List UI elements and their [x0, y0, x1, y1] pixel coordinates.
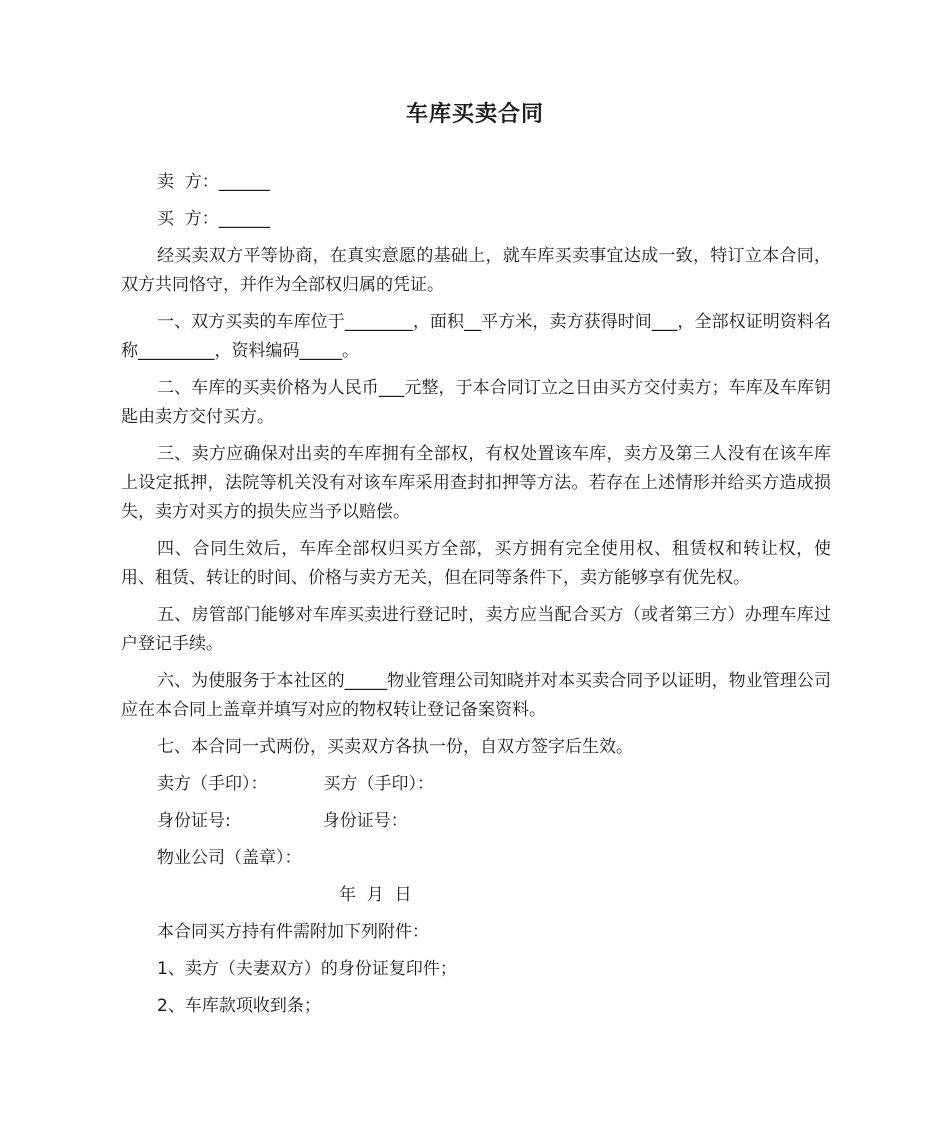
attachments-intro: 本合同买方持有件需附加下列附件： [157, 922, 429, 942]
id-number-row [121, 807, 831, 836]
property-company-seal: 物业公司（盖章）： [157, 848, 302, 868]
document-title: 车库买卖合同 [405, 102, 544, 127]
clause-3: 三、卖方应确保对出卖的车库拥有全部权，有权处置该车库，卖方及第三人没有在该车库上设定抵押，法院等机关没有对该车库采用查封扣押等方法。若存在上述情形并给买方造成损失，卖方对买方的损失应当予以赔偿。 [121, 444, 831, 522]
buyer-line: 买 方：______ [157, 209, 270, 229]
seal-signature-row [121, 770, 831, 799]
seller-id-label: 身份证号: [157, 811, 231, 831]
attachment-item-1: 1、卖方（夫妻双方）的身份证复印件； [157, 959, 457, 979]
buyer-seal-label: 买方（手印）： [323, 774, 434, 794]
clause-5: 五、房管部门能够对车库买卖进行登记时，卖方应当配合买方（或者第三方）办理车库过户登记手续。 [121, 605, 831, 654]
clause-2: 二、车库的买卖价格为人民币___元整，于本合同订立之日由买方交付卖方；车库及车库钥匙由卖方交付买方。 [121, 378, 831, 427]
clause-7: 七、本合同一式两份，买卖双方各执一份，自双方签字后生效。 [157, 737, 633, 757]
clause-6: 六、为使服务于本社区的_____物业管理公司知晓并对本买卖合同予以证明，物业管理公司应在本合同上盖章并填写对应的物权转让登记备案资料。 [121, 671, 831, 720]
contract-body [121, 168, 831, 1029]
date-line: 年 月 日 [339, 885, 412, 905]
buyer-id-label: 身份证号： [322, 811, 408, 831]
intro-paragraph: 经买卖双方平等协商，在真实意愿的基础上，就车库买卖事宜达成一致，特订立本合同，双方共同恪守，并作为全部权归属的凭证。 [121, 246, 831, 295]
clause-1: 一、双方买卖的车库位于________，面积__平方米，卖方获得时间___，全部权证明资料名称_________，资料编码_____。 [121, 312, 831, 361]
seller-seal-label: 卖方（手印）： [157, 774, 268, 794]
clause-4: 四、合同生效后，车库全部权归买方全部，买方拥有完全使用权、租赁权和转让权，使用、租赁、转让的时间、价格与卖方无关，但在同等条件下，卖方能够享有优先权。 [121, 539, 831, 588]
attachment-item-2: 2、车库款项收到条； [157, 996, 321, 1016]
seller-line: 卖 方：______ [157, 172, 270, 192]
